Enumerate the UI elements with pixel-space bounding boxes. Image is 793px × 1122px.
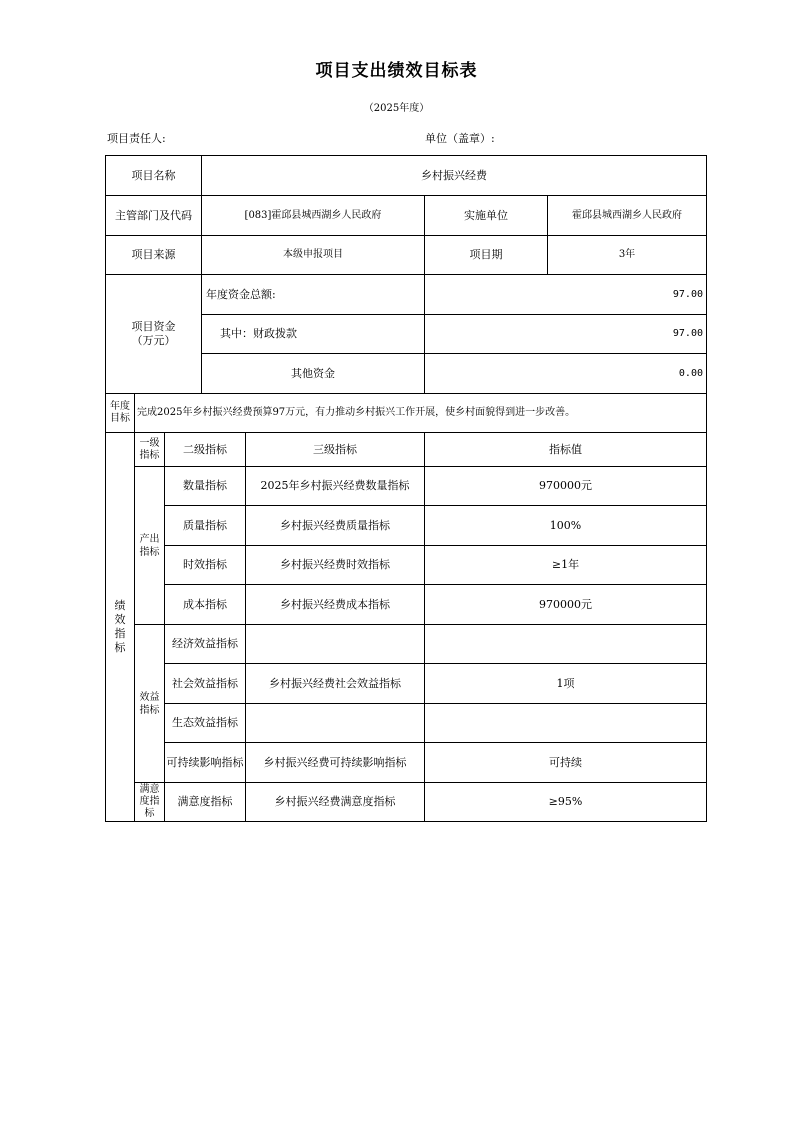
implementing-unit-value: 霍邱县城西湖乡人民政府 [548, 196, 707, 236]
value-cell: ≥1年 [425, 546, 707, 585]
level2-header: 二级指标 [165, 433, 246, 467]
level3-cell: 乡村振兴经费满意度指标 [246, 783, 425, 822]
indicator-section-char: 指 [114, 627, 126, 640]
table-row [106, 585, 707, 625]
table-row [106, 467, 707, 506]
department-label: 主管部门及代码 [106, 196, 202, 236]
satisfaction-label-line1: 满意 [139, 784, 160, 795]
table-row [106, 546, 707, 585]
level3-cell [246, 625, 425, 664]
level3-cell: 乡村振兴经费社会效益指标 [246, 664, 425, 704]
output-label-line2: 指标 [139, 546, 160, 558]
level3-cell: 乡村振兴经费时效指标 [246, 546, 425, 585]
period-value: 3年 [548, 236, 707, 275]
funds-label-line2: （万元） [131, 334, 176, 347]
value-cell [425, 704, 707, 743]
indicator-section-char: 效 [114, 613, 126, 626]
source-label: 项目来源 [106, 236, 202, 275]
satisfaction-indicator-label [135, 783, 165, 822]
project-name-label: 项目名称 [106, 156, 202, 196]
satisfaction-label-line2: 度指 [139, 796, 160, 807]
year-subtitle: （2025年度） [363, 103, 430, 114]
indicator-header-row [106, 433, 707, 467]
satisfaction-label-line3: 标 [144, 808, 155, 819]
value-cell: 1项 [425, 664, 707, 704]
annual-goal-label-line1: 年度 [110, 401, 130, 412]
table-row [106, 743, 707, 783]
value-cell: ≥95% [425, 783, 707, 822]
department-value: [083]霍邱县城西湖乡人民政府 [202, 196, 425, 236]
level1-header-line1: 一级 [139, 437, 160, 449]
table-row [106, 625, 707, 664]
page-title: 项目支出绩效目标表 [315, 61, 478, 81]
period-label: 项目期 [425, 236, 548, 275]
level2-cell: 生态效益指标 [165, 704, 246, 743]
level2-cell: 质量指标 [165, 506, 246, 546]
level2-cell: 成本指标 [165, 585, 246, 625]
level2-cell: 社会效益指标 [165, 664, 246, 704]
benefit-label-line2: 指标 [139, 704, 160, 716]
row-source [106, 236, 707, 275]
fund-total-label: 年度资金总额: [202, 275, 425, 315]
indicator-section-label [106, 433, 135, 822]
funds-label [106, 275, 202, 394]
row-fund-total [106, 275, 707, 315]
value-cell [425, 625, 707, 664]
source-value: 本级申报项目 [202, 236, 425, 275]
responsible-label: 项目责任人: [107, 132, 166, 145]
fund-fiscal-label: 其中：财政拨款 [202, 315, 425, 354]
value-cell: 970000元 [425, 585, 707, 625]
value-header: 指标值 [425, 433, 707, 467]
annual-goal-label-line2: 目标 [110, 413, 130, 424]
level2-cell: 可持续影响指标 [165, 743, 246, 783]
value-cell: 可持续 [425, 743, 707, 783]
level3-header: 三级指标 [246, 433, 425, 467]
benefit-indicator-label [135, 625, 165, 783]
fund-other-label: 其他资金 [202, 354, 425, 394]
funds-label-line1: 项目资金 [131, 320, 176, 333]
row-department [106, 196, 707, 236]
benefit-label-line1: 效益 [139, 691, 160, 703]
unit-seal-label: 单位（盖章）: [425, 132, 495, 145]
level3-cell: 乡村振兴经费质量指标 [246, 506, 425, 546]
implementing-unit-label: 实施单位 [425, 196, 548, 236]
level2-cell: 数量指标 [165, 467, 246, 506]
fund-other-value: 0.00 [425, 354, 707, 394]
value-cell: 970000元 [425, 467, 707, 506]
fund-total-value: 97.00 [425, 275, 707, 315]
project-name-value: 乡村振兴经费 [202, 156, 707, 196]
level1-header [135, 433, 165, 467]
level3-cell [246, 704, 425, 743]
level1-header-line2: 指标 [139, 449, 160, 461]
level3-cell: 乡村振兴经费成本指标 [246, 585, 425, 625]
performance-goal-table [105, 155, 707, 822]
fund-fiscal-value: 97.00 [425, 315, 707, 354]
annual-goal-label [106, 394, 135, 433]
level3-cell: 2025年乡村振兴经费数量指标 [246, 467, 425, 506]
indicator-section-char: 绩 [114, 599, 126, 612]
value-cell: 100% [425, 506, 707, 546]
level2-cell: 时效指标 [165, 546, 246, 585]
indicator-section-char: 标 [114, 641, 126, 654]
annual-goal-text: 完成2025年乡村振兴经费预算97万元，有力推动乡村振兴工作开展，使乡村面貌得到进一步改善。 [135, 394, 707, 433]
level3-cell: 乡村振兴经费可持续影响指标 [246, 743, 425, 783]
table-row [106, 506, 707, 546]
output-label-line1: 产出 [139, 533, 160, 545]
table-row [106, 704, 707, 743]
row-annual-goal [106, 394, 707, 433]
level2-cell: 满意度指标 [165, 783, 246, 822]
row-project-name [106, 156, 707, 196]
table-row [106, 783, 707, 822]
output-indicator-label [135, 467, 165, 625]
table-row [106, 664, 707, 704]
level2-cell: 经济效益指标 [165, 625, 246, 664]
